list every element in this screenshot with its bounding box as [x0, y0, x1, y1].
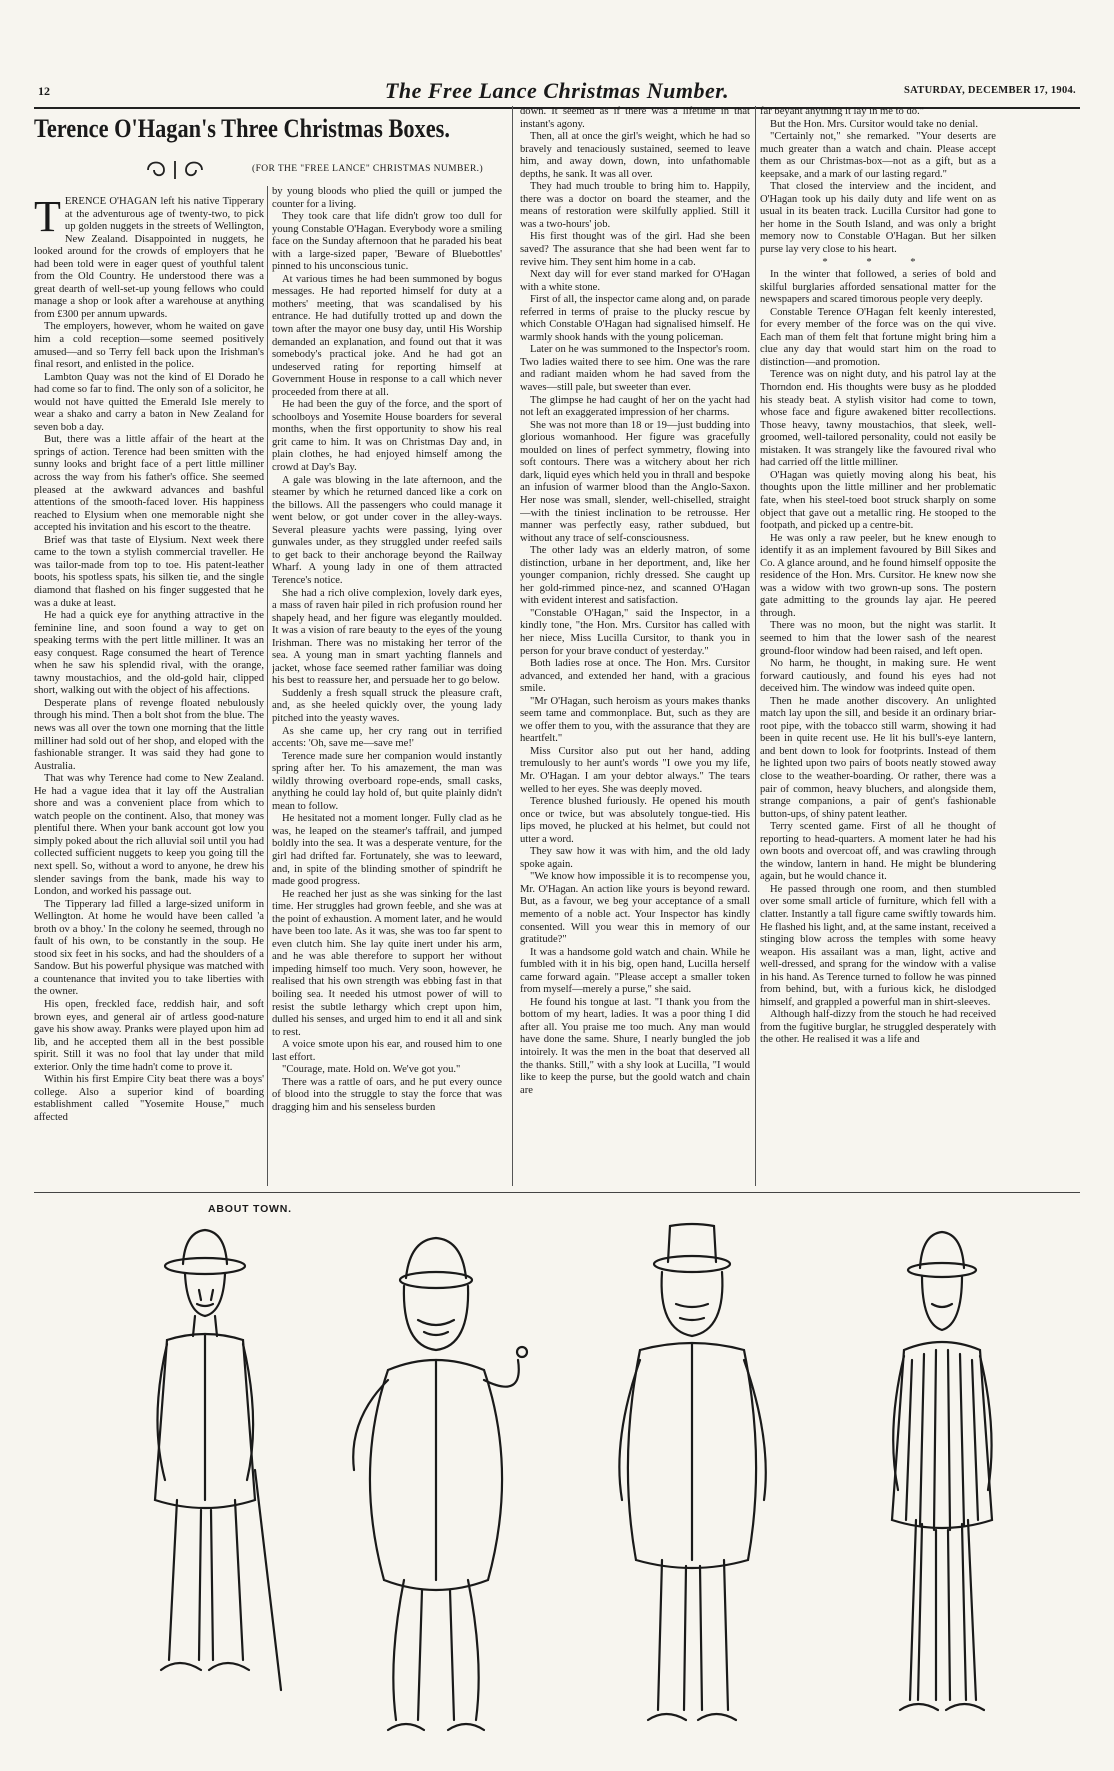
paragraph: Terry scented game. First of all he thought of reporting to head-quarters. A moment later he had his own boots and overcoat off, and was crawling through the window, lantern in hand. He might be blundering again, but he would chance it. [760, 821, 996, 883]
paragraph: The employers, however, whom he waited on gave him a cold reception—some seemed positively amused—and so Terry fell back upon the Irishman's final resort, and enlisted in the police. [34, 321, 264, 371]
paragraph: Both ladies rose at once. The Hon. Mrs. Cursitor advanced, and extended her hand, with a gracious smile. [520, 658, 750, 695]
paragraph: At various times he had been summoned by bogus messages. He had reported himself for duty at a mothers' meeting, that was scandalised by his entrance. He had dutifully trotted up and down the town after the mayor one busy day, until His Worship demanded an explanation, and found out that it was somebody's practical joke. And he had got an undeserved rating for reporting himself at Government House in response to a call which never proceeded from there at all. [272, 273, 502, 398]
cartoon-figure-dandy [105, 1220, 305, 1760]
paragraph: But, there was a little affair of the heart at the springs of action. Terence had been smitten with the sunny looks and bright face of a pert little milliner across the way from his father's office. She seemed pleased at the awkward advances and bashful attentions of the smooth-faced lover. His happiness reached to Elysium when one memorable night she accepted his invitation and his escort to the theatre. [34, 434, 264, 534]
paragraph: They had much trouble to bring him to. Happily, there was a doctor on board the steamer, and the means of restoration were skilfully applied. Still it was a two-hours' job. [520, 181, 750, 230]
cartoon-figure-portly-gentleman [588, 1220, 798, 1760]
paragraph: "Mr O'Hagan, such heroism as yours makes thanks seem tame and commonplace. But, such as they are we offer them to you, with the assurance that they are heartfelt." [520, 695, 750, 745]
paragraph: by young bloods who plied the quill or jumped the counter for a living. [272, 186, 502, 210]
paragraph: They took care that life didn't grow too dull for young Constable O'Hagan. Everybody wore a smiling face on the Sunday afternoon that he paraded his beat with a large-sized paper, 'Beware of Bluebottles' pinned to his unconscious tunic. [272, 211, 502, 273]
paragraph: There was no moon, but the night was starlit. It seemed to him that the lower sash of the nearest ground-floor window had been raised, and left open. [760, 620, 996, 657]
paragraph: Miss Cursitor also put out her hand, adding tremulously to her aunt's words "I owe you my life, Mr. O'Hagan. I am your debtor always." The tears welled to her eyes. She was deeply moved. [520, 745, 750, 795]
cartoon-title: ABOUT TOWN. [208, 1203, 292, 1215]
paragraph: Then he made another discovery. An unlighted match lay upon the sill, and beside it an ordinary briar-root pipe, with the tobacco still warm, showing it had been in quite recent use. He lit his bull's-eye lantern, and bent down to look for footprints. Instead of them he lighted upon two pairs of boots neatly stowed away close to the weather-boarding. Or rather, there was a pair of common, heavy bluchers, and alongside them, strange companions, a pair of gent's fashionable button-ups, of shiny patent leather. [760, 695, 996, 820]
paragraph: down. It seemed as if there was a lifetime in that instant's agony. [520, 106, 750, 130]
paragraph: The glimpse he had caught of her on the yacht had not left an exaggerated impression of her charms. [520, 394, 750, 419]
column-divider [512, 106, 513, 1186]
paragraph: It was a handsome gold watch and chain. While he fumbled with it in his big, open hand, Lucilla herself came forward again. "Please accept a smaller token from myself—merely a purse," she said. [520, 946, 750, 996]
paragraph: Suddenly a fresh squall struck the pleasure craft, and, as she heeled quickly over, the young lady pitched into the yeasty waves. [272, 687, 502, 724]
paragraph: Lambton Quay was not the kind of El Dorado he had come so far to find. The only son of a solicitor, he would not have quitted the Emerald Isle merely to wear a shako and carry a baton in New Zealand for seven bob a day. [34, 371, 264, 433]
article-column-4 [760, 106, 996, 1184]
paragraph: Then, all at once the girl's weight, which he had so bravely and tenaciously sustained, seemed to leave him, and away down, down, into unfathomable depths, he sank. It was all over. [520, 131, 750, 180]
paragraph: "Constable O'Hagan," said the Inspector, in a kindly tone, "the Hon. Mrs. Cursitor has called with her niece, Miss Lucilla Cursitor, to thank you in person for your brave conduct of yesterday." [520, 607, 750, 657]
paragraph: "Certainly not," she remarked. "Your deserts are much greater than a watch and chain. Please accept them as our Christmas-box—not as a gift, but as a keepsake, and a mark of our lasting regard." [760, 131, 996, 180]
drop-cap: T [34, 196, 61, 241]
paragraph: He had been the guy of the force, and the sport of schoolboys and Yosemite House boarders for several months, when the first opportunity to show his real grit came to him. It was on Christmas Day and, in plain clothes, he had enjoyed himself among the crowd at Day's Bay. [272, 399, 502, 474]
page-number: 12 [38, 84, 50, 98]
paragraph: But the Hon. Mrs. Cursitor would take no denial. [770, 118, 979, 130]
paragraph: He had a quick eye for anything attractive in the feminine line, and soon found a way to get on speaking terms with the pert little milliner. It was an easy conquest. Rage consumed the heart of Terence when he saw his splendid rival, with the orange, tawny moustachios, and the old-gold hair, clipped short, walking out with the object of his affections. [34, 610, 264, 697]
paragraph: That closed the interview and the incident, and O'Hagan took up his daily duty and life went on as usual in its beaten track. Lucilla Cursitor had gone to her home in the South Island, and was only a bright memory now to Constable O'Hagan. But her silken purse lay very close to his heart. [760, 181, 996, 256]
paragraph: Terence made sure her companion would instantly spring after her. To his amazement, the man was wildly throwing overboard rope-ends, small casks, anything he could lay hold of, but quite plainly didn't mean to follow. [272, 750, 502, 812]
paragraph: ERENCE O'HAGAN left his native Tipperary at the adventurous age of twenty-two, to pick up golden nuggets in the streets of Wellington, New Zealand. Disappointed in nuggets, he looked around for the crowds of employers that he had been told were in eager quest of youthful talent from the Old Country. He understood there was a great dearth of well-set-up young fellows who could manage a shop or look after a warehouse at anything from £300 per annum upwards. [34, 196, 264, 320]
column-divider [755, 106, 756, 1186]
paragraph: He passed through one room, and then stumbled over some small article of furniture, which fell with a clatter. Instantly a tall figure came swiftly towards him. He flashed his light, and, at the same instant, received a stinging blow across the temples with some heavy weapon. His assailant was a man, light, active and well-dressed, and sprang for the window with a valise in his hand. As Terence turned to follow he was pinned from behind, but, with a furious kick, he dislodged himself, and grappled a powerful man in shirt-sleeves. [760, 883, 996, 1008]
paragraph: He reached her just as she was sinking for the last time. Her struggles had grown feeble, and she was at the point of exhaustion. A moment later, and he would have been too late. As it was, she was too far spent to even clutch him. She lay quite inert under his arm, and he was able therefore to support her without impeding himself too much. Very soon, however, he realised that his own strength was ebbing fast in that boiling sea. It needed his utmost power of will to resist the subtle lethargy which crept upon him, dulled his senses, and urged him to end it all and sink to rest. [272, 888, 502, 1038]
paragraph: Terence blushed furiously. He opened his mouth once or twice, but was absolutely tongue-tied. His lips moved, he plucked at his helmet, but could not utter a word. [520, 796, 750, 845]
paragraph: The Tipperary lad filled a large-sized uniform in Wellington. At home he would have been called 'a broth ov a bhoy.' In the colony he seemed, through no fault of his own, to be constantly in the soup. He stood six feet in his socks, and had the shoulders of a Sandow. But his powerful physique was matched with a countenance that invited you to take liberties with the owner. [34, 898, 264, 998]
paragraph: She was not more than 18 or 19—just budding into glorious womanhood. Her figure was gracefully moulded on lines of perfect symmetry, flowing into soft contours. There was a witchery about her rich dark, liquid eyes which held you in thrall and bespoke an infusion of warmer blood than the Anglo-Saxon. Her nose was small, slender, well-chiselled, straight—with the tiniest inclination to be retrousse. Her manner was perfectly easy, rather subdued, but without any trace of self-consciousness. [520, 419, 750, 544]
paragraph: Brief was that taste of Elysium. Next week there came to the town a stylish commercial traveller. He was tailor-made from top to toe. His patent-leather boots, his spotless spats, his silken tie, and the single diamond that flashed on his finger suggested that he was a duke at least. [34, 534, 264, 609]
paragraph: That was why Terence had come to New Zealand. He had a vague idea that it lay off the Australian shore and was a convenient place from which to watch people on the continent. Also, that money was plentiful there. When your bank account got low you simply poked about the rich alluvial soil until you had collected sufficient nuggets to keep you going till the next spell. So, without a word to anyone, he drew his slender savings from the bank, made his way to London, and worked his passage out. [34, 773, 264, 898]
paragraph: Constable Terence O'Hagan felt keenly interested, for every member of the force was on the qui vive. Each man of them felt that fortune might bring him a clue any day that would start him on the road to distinction—and promotion. [760, 306, 996, 368]
newspaper-title: The Free Lance Christmas Number. [384, 78, 730, 103]
article-headline: Terence O'Hagan's Three Christmas Boxes. [34, 114, 450, 143]
paragraph: No harm, he thought, in making sure. He went forward cautiously, and found his eyes had not deceived him. The window was indeed quite open. [760, 658, 996, 695]
paragraph: They saw how it was with him, and the old lady spoke again. [520, 846, 750, 870]
paragraph: "Courage, mate. Hold on. We've got you." [282, 1064, 461, 1076]
paragraph: Next day will for ever stand marked for O'Hagan with a white stone. [520, 269, 750, 293]
cartoon-figure-striped-suit [842, 1220, 1042, 1760]
cartoon-figure-stout-gentleman [318, 1220, 548, 1760]
section-break: * * * [822, 256, 934, 268]
paragraph: He was only a raw peeler, but he knew enough to identify it as an implement favoured by Bill Sikes and Co. A glance around, and he found himself opposite the residence of the Hon. Mrs. Cursitor. He knew now she was a widow with two grown-up sons. The postern gate admitting to the grounds lay ajar. He peered through. [760, 532, 996, 619]
paragraph: She had a rich olive complexion, lovely dark eyes, a mass of raven hair piled in rich profusion round her shapely head, and her figure was elegantly moulded. It was a vision of rare beauty to the eyes of the young Irishman. There was no mistaking her terror of the sea. A young man in smart yachting flannels and jacket, whose face seemed rather familiar was doing his best to reassure her, and persuade her to go below. [272, 587, 502, 687]
paragraph: "We know how impossible it is to recompense you, Mr. O'Hagan. An action like yours is beyond reward. But, as a favour, we beg your acceptance of a small memento of a noble act. Your Inspector has kindly consented. Will you wear this in memory of our gratitude?" [520, 871, 750, 946]
paragraph: O'Hagan was quietly moving along his beat, his thoughts upon the little milliner and her problematic fate, when his steel-toed boot struck sharply on some object that gave out a metallic ring. He stooped to the footpath, and picked up a centre-bit. [760, 469, 996, 532]
paragraph: In the winter that followed, a series of bold and skilful burglaries afforded sensational matter for the newspapers and scared timorous people very deeply. [760, 269, 996, 306]
paragraph: Within his first Empire City beat there was a boys' college. Also a superior kind of boarding establishment called "Yosemite House," much affected [34, 1074, 264, 1123]
article-column-1 [34, 196, 264, 1186]
paragraph: He hesitated not a moment longer. Fully clad as he was, he leaped on the steamer's taffrail, and jumped boldly into the sea. It was a desperate venture, for the girl had drifted far. Fortunately, she was to leeward, and, in spite of the blinding smother of spindrift he made good progress. [272, 813, 502, 888]
paragraph: First of all, the inspector came along and, on parade referred in terms of praise to the plucky rescue by which Constable O'Hagan had signalised himself. He warmly shook hands with the young policeman. [520, 294, 750, 343]
article-column-2 [272, 186, 502, 1186]
paragraph: far beyant anything it lay in me to do." [760, 106, 925, 117]
paragraph: Terence was on night duty, and his patrol lay at the Thorndon end. His thoughts were busy as he plodded his steady beat. A stylish visitor had come to town, whose face and figure awakened bitter recollections. Those heavy, tawny moustachios, that sleek, well-groomed, well-tailored personality, could not easily be mistaken. It was strangely like the favoured rival who had carried off the little milliner. [760, 369, 996, 469]
column-divider [267, 186, 268, 1186]
cartoon-rule [34, 1192, 1080, 1193]
article-column-3 [520, 106, 750, 1184]
paragraph: The other lady was an elderly matron, of some distinction, urbane in her deportment, and, like her younger companion, richly dressed. She caught up her gold-rimmed pince-nez, and scanned O'Hagan with evident interest and satisfaction. [520, 545, 750, 607]
paragraph: There was a rattle of oars, and he put every ounce of blood into the struggle to stay the force that was dragging him and his senseless burden [272, 1076, 502, 1113]
paragraph: Although half-dizzy from the stouch he had received from the fugitive burglar, he struggled desperately with the other. He realised it was a life and [760, 1009, 996, 1046]
article-byline: (FOR THE "FREE LANCE" CHRISTMAS NUMBER.) [252, 164, 484, 174]
paragraph: As she came up, her cry rang out in terrified accents: 'Oh, save me—save me!' [272, 725, 502, 750]
paragraph: Desperate plans of revenge floated nebulously through his mind. Then a bolt shot from the blue. The news was all over the town one morning that the little milliner had sold out of her shop, and eloped with the fashionable stranger. It was said they had gone to Australia. [34, 697, 264, 772]
flourish-ornament [140, 157, 210, 183]
paragraph: Later on he was summoned to the Inspector's room. Two ladies waited there to see him. One was the rare and radiant maiden whom he had saved from the waves—still pale, but sweeter than ever. [520, 344, 750, 394]
paragraph: He found his tongue at last. "I thank you from the bottom of my heart, ladies. It was a poor thing I did after all. You praise me too much. Any man would have done the same. Shure, I nearly bungled the job intoirely. It was the men in the boat that deserved all the thanks. Still," with a shy look at Lucilla, "I would like to keep the purse, but the goold watch and chain are [520, 996, 750, 1096]
paragraph: A voice smote upon his ear, and roused him to one last effort. [272, 1039, 502, 1063]
masthead [34, 78, 1080, 104]
paragraph: His open, freckled face, reddish hair, and soft brown eyes, and general air of artless good-nature gave his show away. Pranks were played upon him ad lib, and he accepted them all in the best possible spirit. Still it was no fool that lay under that mild exterior. Only the time hadn't come to prove it. [34, 999, 264, 1073]
paragraph: A gale was blowing in the late afternoon, and the steamer by which he returned danced like a cork on the billows. All the passengers who could manage it went below, or got under cover in the alley-ways. Several pleasure yachts were passing, lying over gunwales under, as they struggled under reefed sails to get back to their anchorage beyond the Railway Wharf. A young lady in one of them attracted Terence's notice. [272, 474, 502, 586]
issue-date: SATURDAY, DECEMBER 17, 1904. [904, 85, 1076, 96]
paragraph: His first thought was of the girl. Had she been saved? The assurance that she had been went far to revive him. They sent him home in a cab. [520, 231, 750, 268]
